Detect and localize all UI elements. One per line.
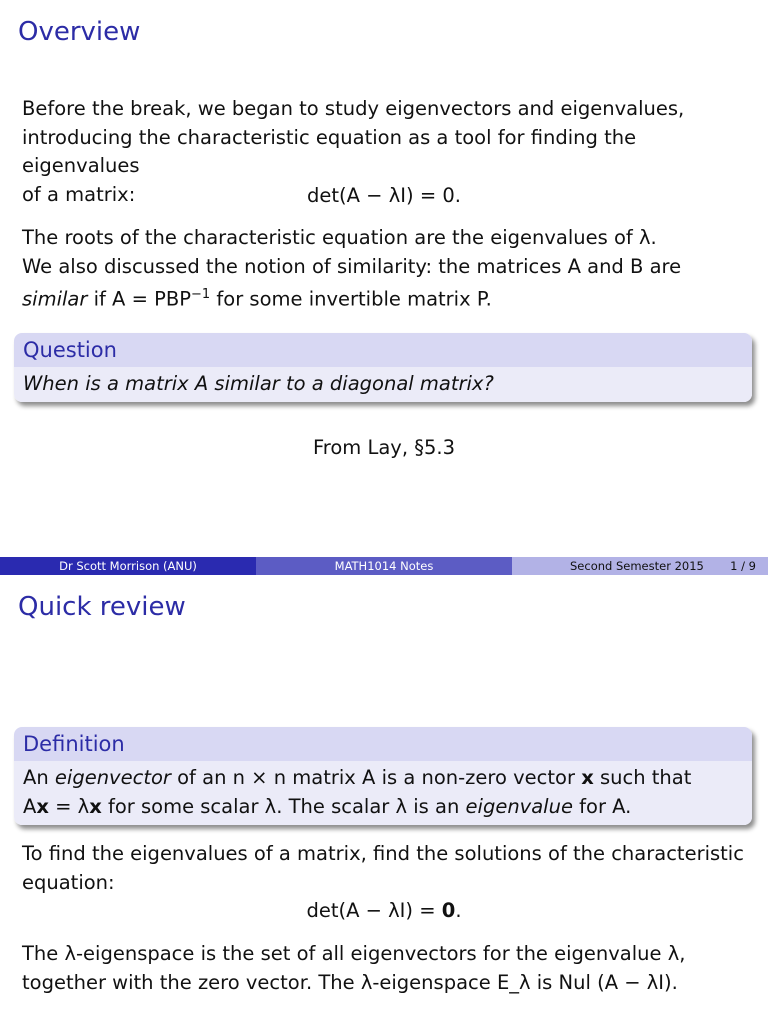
def-text: A	[23, 795, 37, 818]
find-line: equation:	[22, 870, 115, 894]
slide-title: Overview	[18, 17, 141, 47]
footer-info	[512, 557, 768, 575]
definition-block	[14, 727, 752, 825]
find-paragraph	[22, 840, 752, 897]
def-text: for A.	[572, 795, 632, 818]
characteristic-equation	[0, 899, 768, 922]
intro-line: of a matrix:	[22, 182, 136, 206]
definition-body	[14, 761, 752, 825]
def-text: An	[23, 766, 55, 789]
roots-line: The roots of the characteristic equation are the eigenvalues of λ.	[22, 226, 657, 249]
characteristic-equation: det(A − λI) = 0.	[307, 184, 461, 207]
equation-text: .	[455, 899, 462, 922]
question-block	[14, 333, 752, 402]
similar-term: similar	[22, 287, 88, 311]
vector-x: x	[36, 795, 49, 818]
slide-quick-review	[0, 576, 768, 1024]
similarity-text: for some invertible matrix P.	[210, 287, 492, 311]
source-citation: From Lay, §5.3	[312, 436, 456, 459]
zero-vector: 0	[441, 899, 456, 922]
eigenvector-term: eigenvector	[54, 766, 171, 789]
intro-line: introducing the characteristic equation as a tool for finding the eigenvalues	[22, 125, 637, 177]
similarity-line	[22, 281, 752, 314]
def-text: = λ	[48, 795, 90, 818]
eigenspace-line: together with the zero vector. The λ-eigenspace E_λ is Nul (A − λI).	[22, 970, 678, 994]
intro-line: Before the break, we began to study eigenvectors and eigenvalues,	[22, 97, 685, 120]
def-text: of an n × n matrix A is a non-zero vector	[170, 766, 582, 789]
slide-title: Quick review	[18, 592, 186, 622]
similarity-line: We also discussed the notion of similarity: the matrices A and B are	[22, 254, 682, 278]
definition-line	[23, 792, 743, 821]
eigenspace-line: The λ-eigenspace is the set of all eigenvectors for the eigenvalue λ,	[22, 942, 686, 965]
vector-x: x	[89, 795, 102, 818]
footer-course: MATH1014 Notes	[256, 557, 512, 575]
question-body: When is a matrix A similar to a diagonal matrix?	[14, 367, 752, 402]
eigenvalue-term: eigenvalue	[465, 795, 573, 818]
find-line: To find the eigenvalues of a matrix, find the solutions of the characteristic	[22, 842, 744, 865]
footer-page: 1 / 9	[730, 559, 756, 573]
vector-x: x	[581, 766, 594, 789]
eigenspace-paragraph	[22, 940, 752, 997]
similarity-text: if A = PBP	[87, 287, 192, 311]
footer-author: Dr Scott Morrison (ANU)	[0, 557, 256, 575]
footer-semester: Second Semester 2015	[570, 559, 704, 573]
similarity-paragraph	[22, 224, 752, 314]
def-text: such that	[593, 766, 692, 789]
definition-line	[23, 763, 743, 792]
def-text: for some scalar λ. The scalar λ is an	[101, 795, 466, 818]
inverse-exponent: −1	[191, 287, 211, 302]
footer-bar	[0, 557, 768, 575]
question-heading: Question	[14, 333, 752, 367]
equation-text: det(A − λI) =	[306, 899, 442, 922]
definition-heading: Definition	[14, 727, 752, 761]
